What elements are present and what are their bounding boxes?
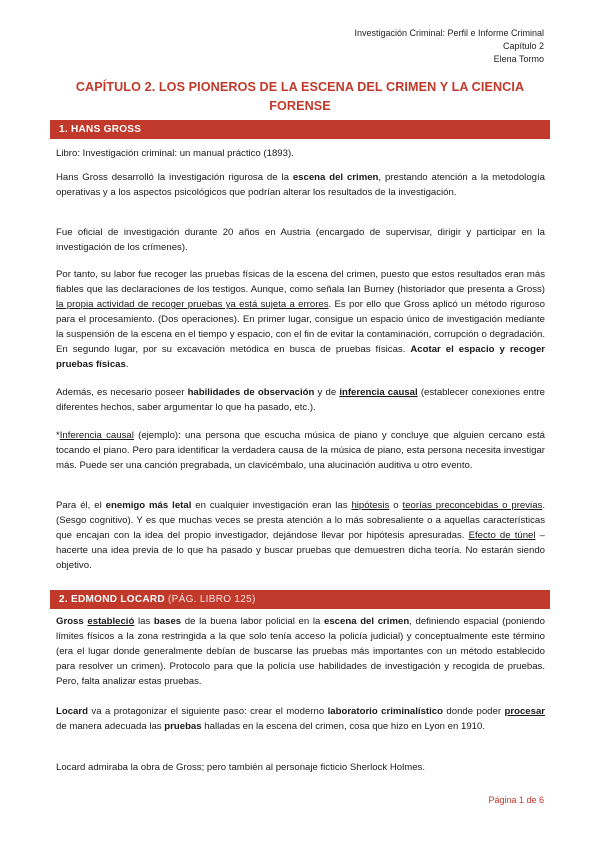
header-author: Elena Tormo [493, 54, 544, 64]
section-heading-text: 2. EDMOND LOCARD [59, 594, 165, 605]
paragraph-causal-inference-example: *Inferencia causal (ejemplo): una persona que escucha música de piano y concluye que alguien cercano está tocando el piano. Pero para identificar la verdadera causa de la música de piano, esta persona necesita investigar más. Puede ser una canción pregrabada, un clavicémbalo, una alucinación auditiva u otro evento. [56, 430, 546, 471]
paragraph-locard-admiration: Locard admiraba la obra de Gross; pero también al personaje ficticio Sherlock Holmes. [56, 762, 426, 773]
paragraph-gross-method: Por tanto, su labor fue recoger las pruebas físicas de la escena del crimen, puesto que estos resultados eran más fiables que las declaraciones de los testigos. Aunque, como señala Ian Burney (historiador que presenta a Gross) la propia actividad de recoger pruebas ya está sujeta a errores. Es por ello que Gross aplicó un método riguroso para el procesamiento. (Dos operaciones). En primer lugar, consigue un espacio único de investigación mediante la suspensión de la escena en el tiempo y espacio, con el fin de evitar la contaminación, corrupción o degradación. En segundo lugar, por su excavación metódica en busca de pruebas físicas. Acotar el espacio y recoger pruebas físicas. [56, 269, 546, 370]
paragraph-observation: Además, es necesario poseer habilidades de observación y de inferencia causal (establecer conexiones entre diferentes hechos, saber argumentar lo que ha pasado, etc.). [56, 387, 546, 413]
running-header [354, 27, 544, 66]
paragraph-gross-officer: Fue oficial de investigación durante 20 años en Austria (encargado de supervisar, dirigir y participar en la investigación de los crímenes). [56, 227, 545, 253]
header-chapter: Capítulo 2 [502, 41, 544, 51]
section-heading-edmond-locard [50, 590, 550, 609]
chapter-title [56, 78, 544, 116]
section-heading-note: (PÁG. LIBRO 125) [168, 594, 256, 605]
chapter-title-line2: FORENSE [269, 99, 331, 113]
paragraph-gross-bases: Gross estableció las bases de la buena labor policial en la escena del crimen, definiendo espacial (poniendo límites físicos a la zona restringida a la que solo tenía acceso la policía judicial) y conceptualmente este término (era el lugar donde generalmente debían de buscarse las pruebas más importantes con un método establecido para resolver un crimen). Protocolo para que la policía use habilidades de investigación y recogida de pruebas. Pero, falta analizar estas pruebas. [56, 616, 545, 687]
header-course: Investigación Criminal: Perfil e Informe Criminal [354, 28, 544, 38]
page-number: Página 1 de 6 [488, 795, 544, 805]
paragraph-book: Libro: Investigación criminal: un manual práctico (1893). [56, 148, 294, 159]
paragraph-locard-lab: Locard va a protagonizar el siguiente paso: crear el moderno laboratorio criminalístico donde poder procesar de manera adecuada las pruebas halladas en la escena del crimen, cosa que hizo en Lyon en 1910. [56, 706, 546, 732]
paragraph-gross-intro: Hans Gross desarrolló la investigación rigurosa de la escena del crimen, prestando atención a la metodología operativas y a los aspectos psicológicos que podrían alterar los resultados de la investigación. [56, 172, 545, 198]
section-heading-text: 1. HANS GROSS [59, 124, 142, 135]
paragraph-lethal-enemy: Para él, el enemigo más letal en cualquier investigación eran las hipótesis o teorías preconcebidas o previas. (Sesgo cognitivo). Y es que muchas veces se presta atención a lo más sobresaliente o a aquellas características que encajan con la idea del propio investigador, dejándose llevar por hipótesis apresuradas. Efecto de túnel – hacerte una idea previa de lo que ha pasado y buscar pruebas que demuestren dicha teoría. No estarán siendo objetivo. [56, 500, 545, 571]
chapter-title-line1: CAPÍTULO 2. LOS PIONEROS DE LA ESCENA DEL CRIMEN Y LA CIENCIA [75, 80, 525, 94]
section-heading-hans-gross [50, 120, 550, 139]
